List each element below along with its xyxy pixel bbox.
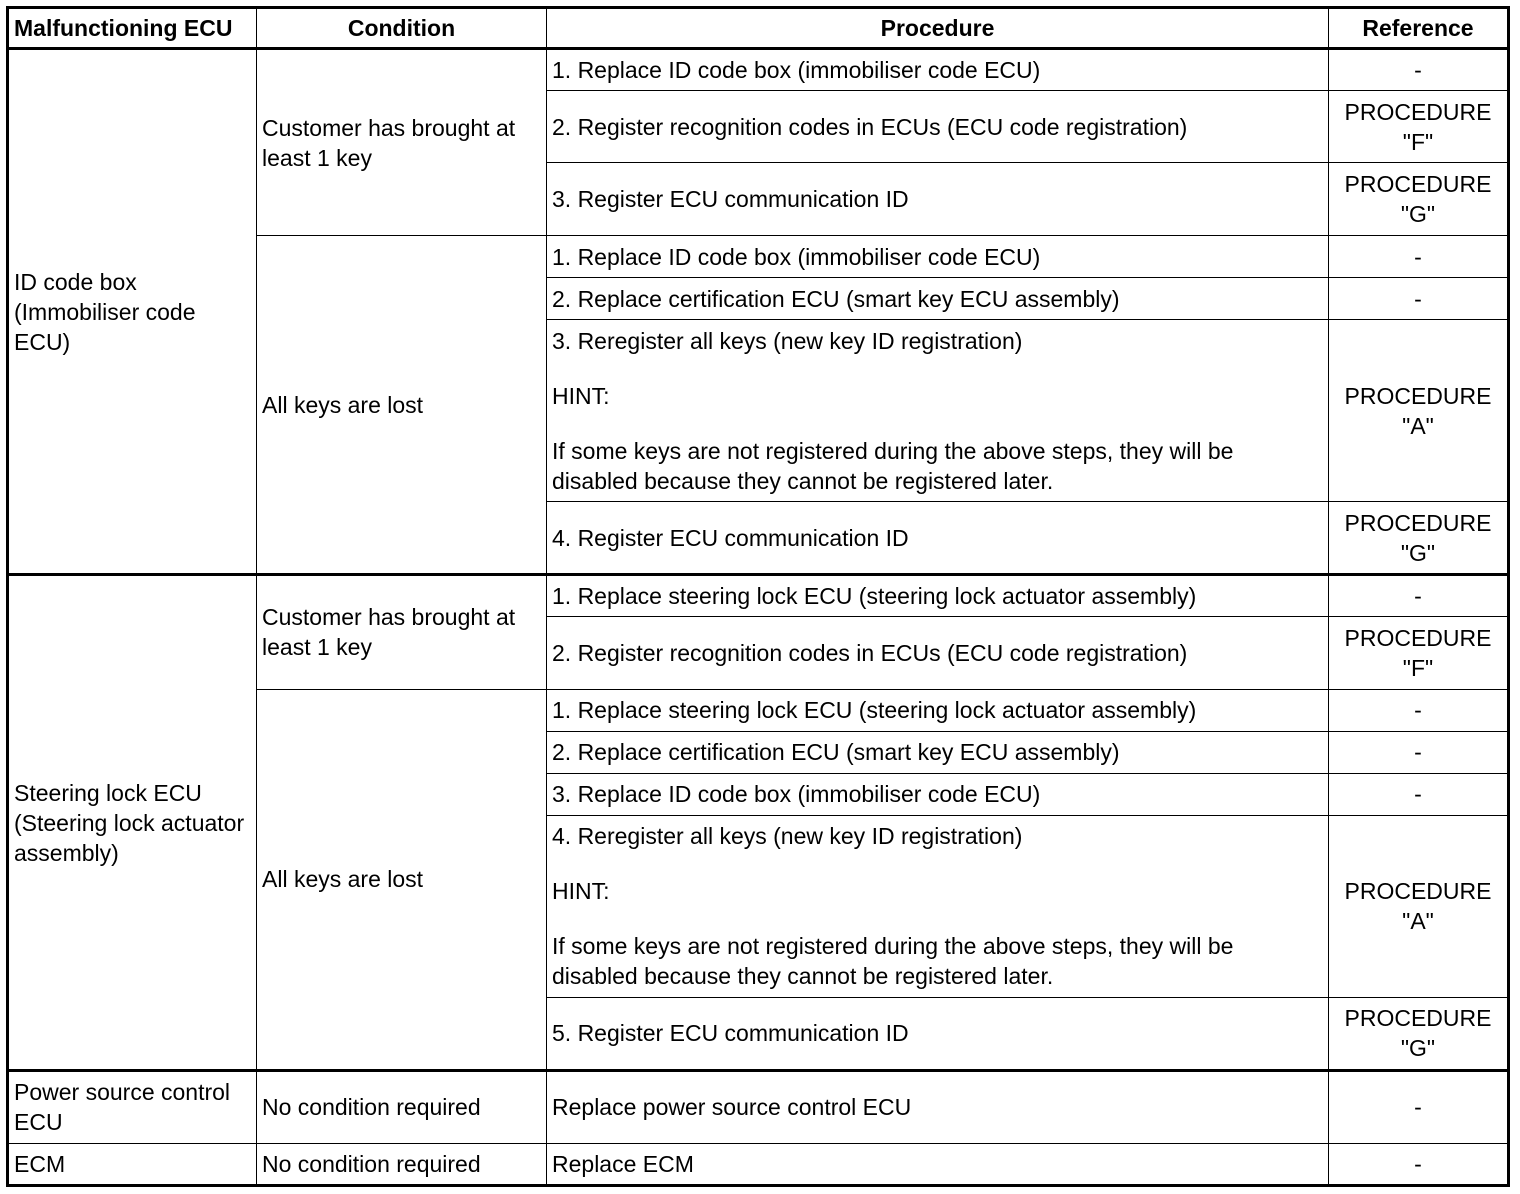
reference-cell: PROCEDURE "G": [1329, 502, 1509, 575]
ecu-cell: ID code box (Immobiliser code ECU): [8, 49, 257, 575]
procedure-cell: [547, 773, 1329, 815]
hint-label: HINT:: [552, 382, 610, 409]
header-malfunctioning-ecu: Malfunctioning ECU: [8, 8, 257, 49]
procedure-text: 2. Register recognition codes in ECUs (ECU code registration): [552, 640, 1188, 666]
procedure-cell: [547, 278, 1329, 320]
procedure-text: 3. Replace ID code box (immobiliser code ECU): [552, 781, 1041, 808]
condition-cell: Customer has brought at least 1 key: [257, 49, 547, 236]
condition-cell: Customer has brought at least 1 key: [257, 575, 547, 689]
reference-cell: PROCEDURE "F": [1329, 617, 1509, 689]
procedure-text: Replace ECM: [552, 1150, 694, 1177]
procedure-text: 4. Reregister all keys (new key ID registration): [552, 823, 1023, 850]
procedure-text: 4. Register ECU communication ID: [552, 524, 909, 551]
procedure-cell: [547, 617, 1329, 689]
reference-cell: -: [1329, 1143, 1509, 1185]
reference-cell: PROCEDURE "A": [1329, 815, 1509, 997]
procedure-text: 3. Reregister all keys (new key ID registration): [552, 327, 1023, 354]
reference-cell: -: [1329, 731, 1509, 773]
header-row: [8, 8, 1509, 49]
table-row: [8, 49, 1509, 91]
ecu-cell: Steering lock ECU (Steering lock actuator assembly): [8, 575, 257, 1070]
table-row: [8, 575, 1509, 617]
header-reference: Reference: [1329, 8, 1509, 49]
procedure-cell: [547, 320, 1329, 502]
condition-cell: No condition required: [257, 1143, 547, 1185]
procedure-text: 2. Replace certification ECU (smart key ECU assembly): [552, 739, 1120, 766]
procedure-cell: [547, 1070, 1329, 1143]
procedure-cell: [547, 236, 1329, 278]
hint-label: HINT:: [552, 878, 610, 905]
reference-cell: -: [1329, 689, 1509, 731]
procedure-text: 1. Replace ID code box (immobiliser code ECU): [552, 57, 1041, 84]
procedure-text: 1. Replace steering lock ECU (steering lock actuator assembly): [552, 583, 1197, 610]
reference-cell: -: [1329, 1070, 1509, 1143]
procedure-cell: [547, 997, 1329, 1070]
reference-cell: PROCEDURE "G": [1329, 997, 1509, 1070]
procedure-cell: [547, 689, 1329, 731]
condition-cell: All keys are lost: [257, 236, 547, 575]
procedure-text: Replace power source control ECU: [552, 1094, 912, 1121]
reference-cell: -: [1329, 575, 1509, 617]
ecu-cell: Power source control ECU: [8, 1070, 257, 1143]
reference-cell: -: [1329, 49, 1509, 91]
procedure-cell: [547, 1143, 1329, 1185]
ecu-procedure-table: [6, 6, 1510, 1187]
table-row: [8, 1143, 1509, 1185]
reference-cell: -: [1329, 236, 1509, 278]
procedure-cell: [547, 815, 1329, 997]
procedure-text: 3. Register ECU communication ID: [552, 186, 909, 213]
procedure-cell: [547, 731, 1329, 773]
procedure-cell: [547, 163, 1329, 236]
procedure-text: 1. Replace steering lock ECU (steering lock actuator assembly): [552, 697, 1197, 724]
reference-cell: PROCEDURE "G": [1329, 163, 1509, 236]
procedure-cell: [547, 49, 1329, 91]
table-row: [8, 1070, 1509, 1143]
reference-cell: PROCEDURE "F": [1329, 91, 1509, 163]
hint-text: If some keys are not registered during the above steps, they will be disabled because they cannot be registered later.: [552, 437, 1234, 494]
header-condition: Condition: [257, 8, 547, 49]
reference-cell: PROCEDURE "A": [1329, 320, 1509, 502]
procedure-text: 5. Register ECU communication ID: [552, 1020, 909, 1047]
procedure-text: 2. Register recognition codes in ECUs (ECU code registration): [552, 113, 1188, 140]
procedure-cell: [547, 91, 1329, 163]
procedure-text: 2. Replace certification ECU (smart key ECU assembly): [552, 285, 1120, 312]
condition-cell: All keys are lost: [257, 689, 547, 1070]
reference-cell: -: [1329, 773, 1509, 815]
condition-cell: No condition required: [257, 1070, 547, 1143]
header-procedure: Procedure: [547, 8, 1329, 49]
reference-cell: -: [1329, 278, 1509, 320]
hint-text: If some keys are not registered during the above steps, they will be disabled because they cannot be registered later.: [552, 933, 1234, 990]
procedure-text: 1. Replace ID code box (immobiliser code ECU): [552, 243, 1041, 270]
ecu-cell: ECM: [8, 1143, 257, 1185]
procedure-cell: [547, 502, 1329, 575]
procedure-cell: [547, 575, 1329, 617]
